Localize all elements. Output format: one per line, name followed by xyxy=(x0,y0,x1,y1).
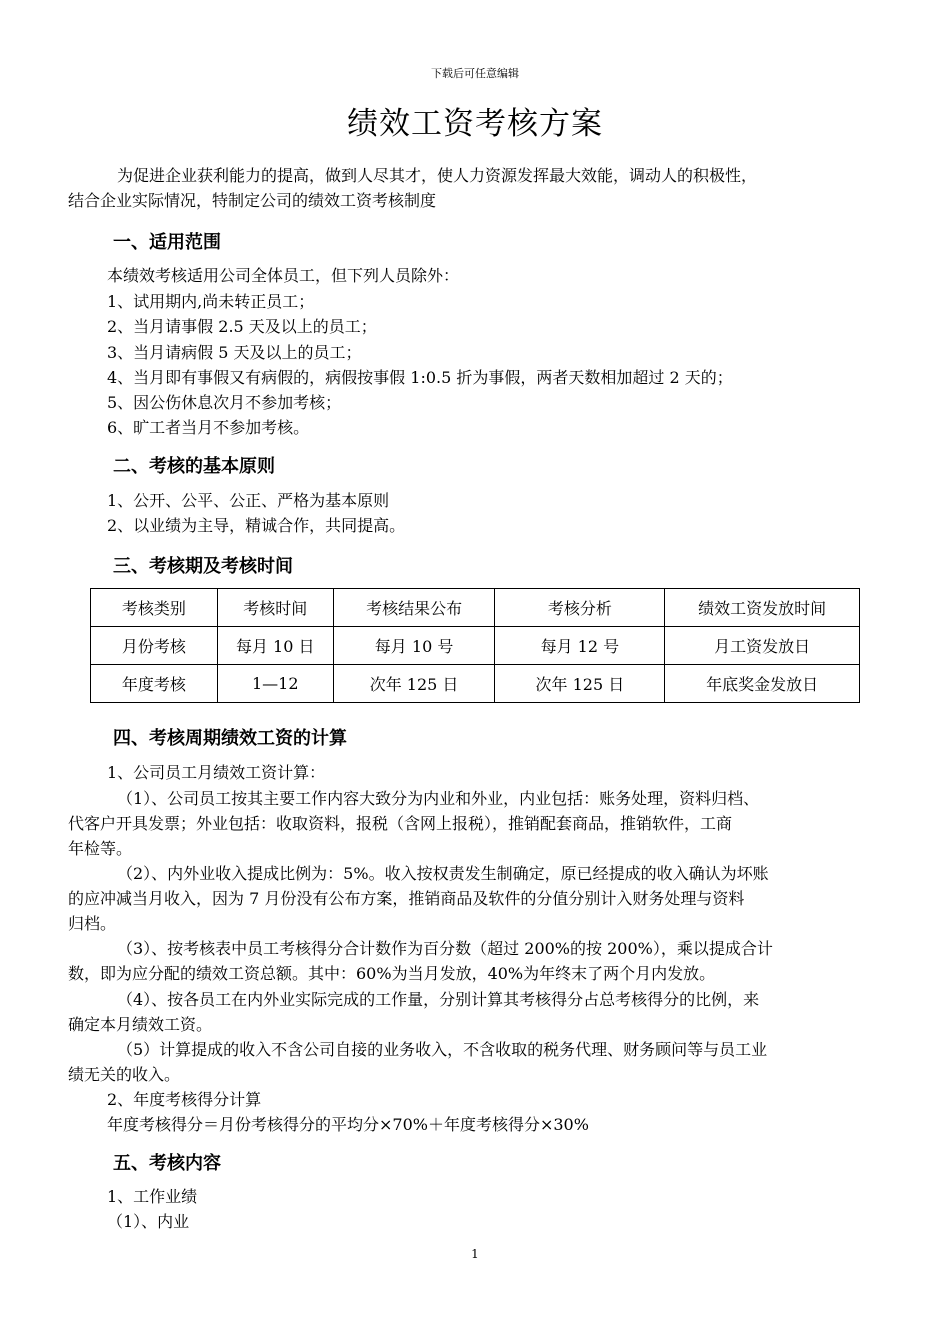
page-number: 1 xyxy=(471,1247,479,1261)
calc-item-line: （4）、按各员工在内外业实际完成的工作量，分别计算其考核得分占总考核得分的比例，来 xyxy=(117,990,760,1009)
table-header-row xyxy=(91,589,860,627)
calc-item-line: 绩无关的收入。 xyxy=(68,1065,181,1084)
calc-item-line: 数，即为应分配的绩效工资总额。其中：60%为当月发放，40%为年终末了两个月内发放。 xyxy=(68,964,716,983)
table-cell: 月工资发放日 xyxy=(665,627,860,665)
table-cell: 次年 125 日 xyxy=(333,665,495,703)
calc-item-line: （2）、内外业收入提成比例为：5%。收入按权责发生制确定，原已经提成的收入确认为坏账 xyxy=(117,864,769,883)
calc-item-line: （3）、按考核表中员工考核得分合计数作为百分数（超过 200%的按 200%），乘以提成合计 xyxy=(117,939,773,958)
scope-line: 6、旷工者当月不参加考核。 xyxy=(107,418,310,437)
calc-item-line: 的应冲减当月收入，因为 7 月份没有公布方案，推销商品及软件的分值分别计入财务处理与资料 xyxy=(68,889,745,908)
annual-calc-subheading: 2、年度考核得分计算 xyxy=(107,1090,262,1109)
page-title: 绩效工资考核方案 xyxy=(347,106,603,142)
header-note: 下载后可任意编辑 xyxy=(431,67,519,80)
section-heading-schedule: 三、考核期及考核时间 xyxy=(113,556,293,577)
intro-line-2: 结合企业实际情况，特制定公司的绩效工资考核制度 xyxy=(68,191,437,210)
table-header-cell: 考核时间 xyxy=(217,589,333,627)
schedule-table xyxy=(90,588,860,703)
section-heading-principles: 二、考核的基本原则 xyxy=(113,456,275,477)
table-header-cell: 考核分析 xyxy=(495,589,665,627)
content-line: （1）、内业 xyxy=(107,1212,190,1231)
annual-formula: 年度考核得分＝月份考核得分的平均分×70%＋年度考核得分×30% xyxy=(107,1115,589,1134)
table-cell: 每月 10 日 xyxy=(217,627,333,665)
calc-item-line: 代客户开具发票；外业包括：收取资料，报税（含网上报税），推销配套商品，推销软件，工商 xyxy=(68,814,733,833)
calc-item-line: 归档。 xyxy=(68,914,117,933)
table-header-cell: 考核类别 xyxy=(91,589,218,627)
section-heading-content: 五、考核内容 xyxy=(113,1153,221,1174)
scope-line: 3、当月请病假 5 天及以上的员工； xyxy=(107,343,362,362)
scope-line: 4、当月即有事假又有病假的，病假按事假 1:0.5 折为事假，两者天数相加超过 2 天的； xyxy=(107,368,733,387)
table-header-cell: 考核结果公布 xyxy=(333,589,495,627)
table-cell: 年底奖金发放日 xyxy=(665,665,860,703)
scope-line: 5、因公伤休息次月不参加考核； xyxy=(107,393,342,412)
intro-line-1: 为促进企业获利能力的提高，做到人尽其才，使人力资源发挥最大效能，调动人的积极性， xyxy=(117,166,758,185)
section-heading-calculation: 四、考核周期绩效工资的计算 xyxy=(113,728,347,749)
scope-line: 本绩效考核适用公司全体员工，但下列人员除外： xyxy=(107,266,460,285)
table-row xyxy=(91,627,860,665)
table-cell: 次年 125 日 xyxy=(495,665,665,703)
table-cell: 月份考核 xyxy=(91,627,218,665)
calc-item-line: （5）计算提成的收入不含公司自接的业务收入，不含收取的税务代理、财务顾问等与员工业 xyxy=(117,1040,768,1059)
scope-line: 2、当月请事假 2.5 天及以上的员工； xyxy=(107,317,377,336)
table-cell: 年度考核 xyxy=(91,665,218,703)
table-header-cell: 绩效工资发放时间 xyxy=(665,589,860,627)
scope-line: 1、试用期内,尚未转正员工； xyxy=(107,292,315,311)
calc-item-line: 年检等。 xyxy=(68,839,133,858)
calc-subheading: 1、公司员工月绩效工资计算： xyxy=(107,763,326,782)
table-cell: 每月 10 号 xyxy=(333,627,495,665)
table-cell: 1—12 xyxy=(217,665,333,703)
table-row xyxy=(91,665,860,703)
principle-line: 1、公开、公平、公正、严格为基本原则 xyxy=(107,491,390,510)
content-line: 1、工作业绩 xyxy=(107,1187,198,1206)
principle-line: 2、以业绩为主导，精诚合作，共同提高。 xyxy=(107,516,406,535)
table-cell: 每月 12 号 xyxy=(495,627,665,665)
calc-item-line: 确定本月绩效工资。 xyxy=(68,1015,213,1034)
calc-item-line: （1）、公司员工按其主要工作内容大致分为内业和外业，内业包括：账务处理，资料归档、 xyxy=(117,789,760,808)
section-heading-scope: 一、适用范围 xyxy=(113,232,221,253)
